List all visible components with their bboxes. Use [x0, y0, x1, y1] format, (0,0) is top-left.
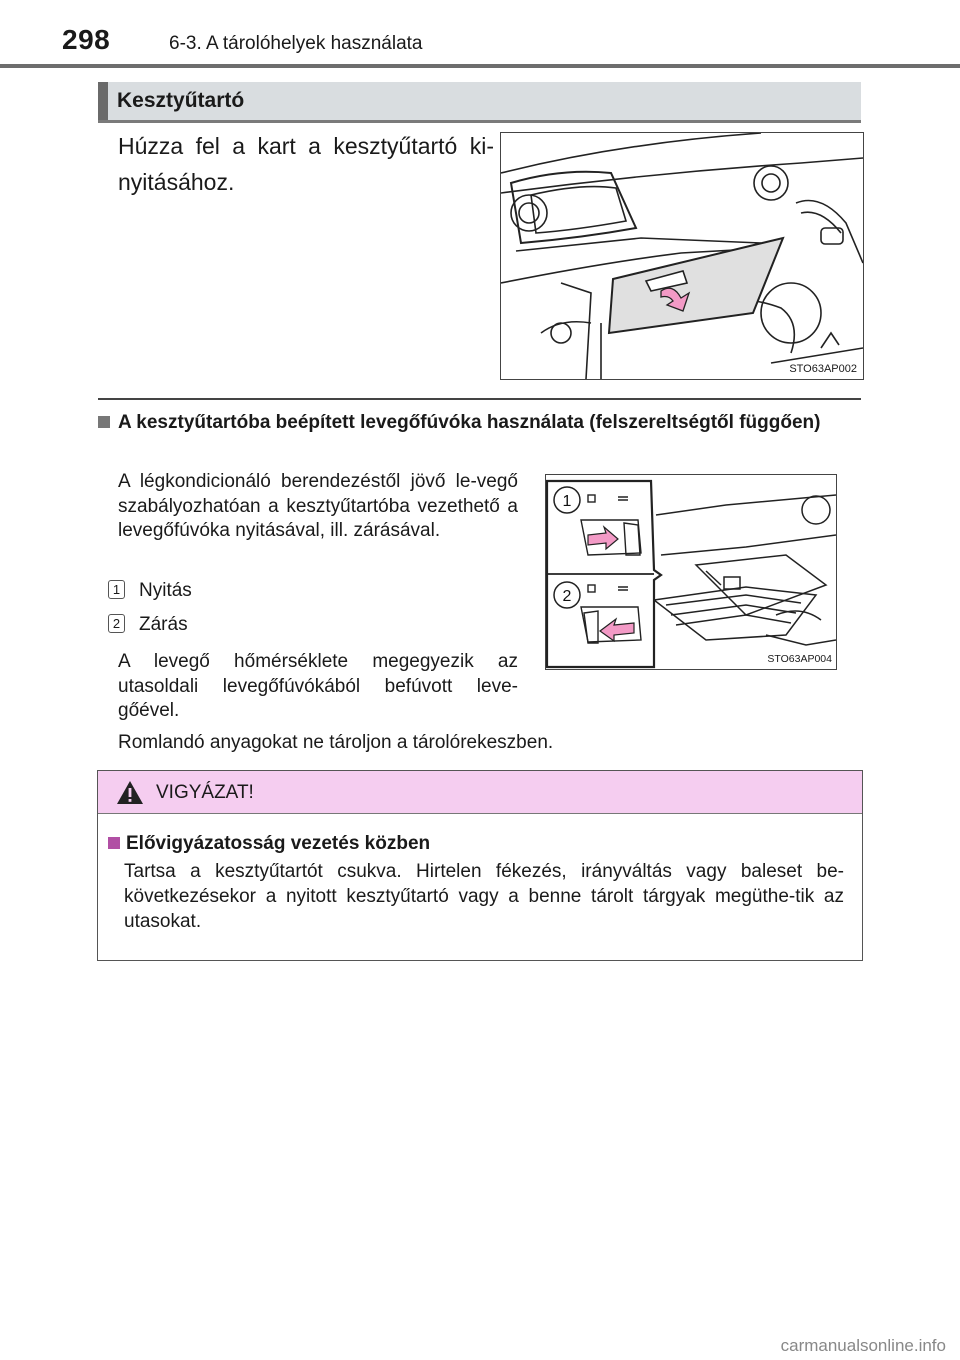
- page-number: 298: [62, 24, 111, 55]
- perishable-note: Romlandó anyagokat ne tároljon a tárolórekeszben.: [118, 732, 554, 753]
- section-accent: [98, 82, 108, 120]
- subsection-title: A kesztyűtartóba beépített levegőfúvóka használata (felszereltségtől függően): [118, 412, 821, 433]
- callout-2: 2: [562, 588, 572, 605]
- bullet-square: [98, 416, 110, 428]
- warning-text: Tartsa a kesztyűtartót csukva. Hirtelen fékezés, irányváltás vagy baleset be-következésekor a nyitott kesztyűtartó vagy a benne tárolt tárgyak megüthe-tik az utasokat.: [124, 861, 844, 932]
- figure-code: STO63AP004: [767, 653, 832, 665]
- header-rule: [0, 64, 960, 68]
- warning-header: [98, 771, 862, 814]
- list-item: [108, 614, 188, 636]
- figure-code: STO63AP002: [789, 363, 857, 375]
- list-item: [108, 580, 192, 602]
- glovebox-drawing: [501, 133, 863, 379]
- bullet-square: [108, 837, 120, 849]
- subsection-body: A légkondicionáló berendezéstől jövő le-vegő szabályozhatóan a kesztyűtartóba vezethető a levegőfúvóka nyitásával, ill. zárásával.: [118, 471, 518, 541]
- air-vent-illustration: [545, 474, 837, 670]
- subsection-heading: [98, 410, 861, 436]
- item-label: Zárás: [139, 614, 188, 635]
- warning-subtitle: Elővigyázatosság vezetés közben: [108, 833, 430, 855]
- intro-paragraph: Húzza fel a kart a kesztyűtartó ki-nyitásához.: [118, 133, 494, 195]
- warning-box: [97, 770, 863, 961]
- warning-title: VIGYÁZAT!: [156, 782, 254, 803]
- glovebox-illustration: [500, 132, 864, 380]
- subsection-body-2: A levegő hőmérséklete megegyezik az utasoldali levegőfúvókából befúvott leve-gőével.: [118, 651, 518, 721]
- callout-1: 1: [562, 493, 572, 510]
- item-label: Nyitás: [139, 580, 192, 601]
- chapter-title: 6-3. A tárolóhelyek használata: [169, 33, 423, 54]
- air-vent-drawing: [546, 475, 836, 669]
- warning-icon: [116, 780, 144, 805]
- item-number: 1: [108, 580, 125, 599]
- section-header: [98, 82, 861, 123]
- item-number: 2: [108, 614, 125, 633]
- section-divider: [98, 398, 861, 400]
- watermark: carmanualsonline.info: [780, 1336, 946, 1355]
- section-title: Kesztyűtartó: [117, 89, 245, 112]
